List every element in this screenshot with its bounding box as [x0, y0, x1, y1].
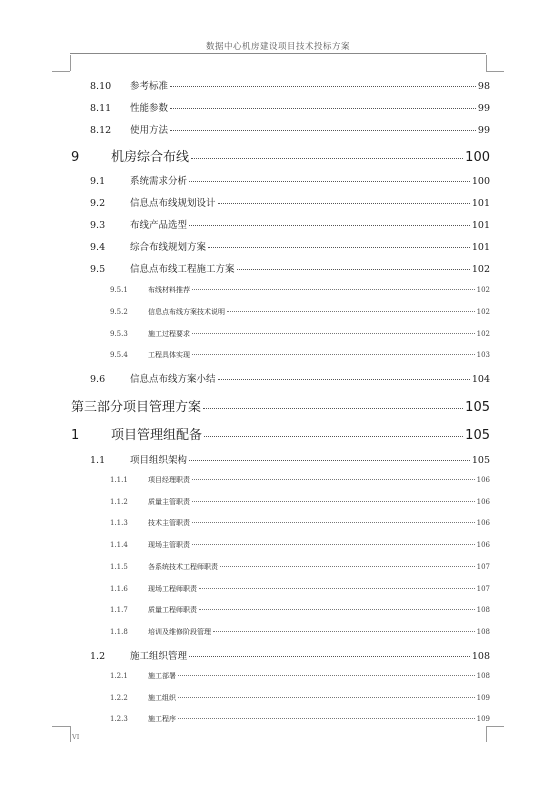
- toc-entry-9-5-2[interactable]: [110, 307, 490, 317]
- toc-entry-1-2-1[interactable]: [110, 671, 490, 681]
- toc-entry-8-10[interactable]: [90, 78, 490, 92]
- toc-entry-9-2[interactable]: [90, 195, 490, 209]
- toc-title: 施工过程要求: [148, 330, 190, 338]
- toc-title: 布线材料推荐: [148, 286, 190, 294]
- crop-mark: [52, 726, 70, 727]
- crop-mark: [70, 55, 71, 71]
- toc-page-number: 99: [477, 103, 490, 114]
- toc-page-number: 101: [471, 242, 490, 253]
- crop-mark: [486, 726, 487, 742]
- toc-entry-1-1-8[interactable]: [110, 627, 490, 637]
- dot-leader: [227, 311, 475, 312]
- dot-leader: [178, 718, 475, 719]
- toc-entry-1-1[interactable]: [90, 452, 490, 466]
- toc-number: 1.1.7: [110, 606, 128, 614]
- header-rule: [70, 53, 486, 54]
- toc-page-number: 108: [476, 628, 490, 636]
- toc-page-number: 103: [476, 351, 490, 359]
- toc-title: 施工组织管理: [130, 651, 188, 662]
- toc-entry-1-1-7[interactable]: [110, 605, 490, 615]
- toc-entry-1-1-6[interactable]: [110, 584, 490, 594]
- toc-number: 1: [71, 428, 80, 443]
- dot-leader: [170, 130, 476, 131]
- crop-mark: [70, 726, 71, 742]
- dot-leader: [218, 379, 470, 380]
- toc-entry-1-1-5[interactable]: [110, 562, 490, 572]
- dot-leader: [208, 247, 470, 248]
- toc-number: 9.5.1: [110, 286, 128, 294]
- toc-page-number: 98: [477, 81, 490, 92]
- dot-leader: [192, 479, 475, 480]
- toc-title: 信息点布线方案小结: [130, 374, 216, 385]
- dot-leader: [204, 436, 463, 437]
- page-footer-number: VI: [72, 733, 80, 741]
- toc-page-number: 104: [471, 374, 490, 385]
- toc-title: 参考标准: [130, 81, 169, 92]
- toc-page-number: 101: [471, 220, 490, 231]
- toc-title: 项目管理组配备: [111, 428, 203, 443]
- toc-page-number: 105: [465, 428, 490, 443]
- toc-entry-1-1-3[interactable]: [110, 518, 490, 528]
- toc-page-number: 100: [471, 176, 490, 187]
- toc-number: 1.2.1: [110, 672, 128, 680]
- dot-leader: [192, 522, 475, 523]
- toc-number: 9.5.2: [110, 308, 128, 316]
- toc-entry-1[interactable]: [71, 424, 490, 443]
- toc-title: 信息点布线方案技术说明: [148, 308, 225, 316]
- toc-entry-9-6[interactable]: [90, 371, 490, 385]
- toc-page-number: 108: [476, 672, 490, 680]
- toc-entry-9-4[interactable]: [90, 239, 490, 253]
- toc-entry-9[interactable]: [71, 146, 490, 165]
- toc-page-number: 106: [476, 541, 490, 549]
- toc-number: 1.2: [90, 651, 106, 662]
- toc-number: 9.6: [90, 374, 106, 385]
- toc-title: 系统需求分析: [130, 176, 188, 187]
- toc-number: 1.1.1: [110, 476, 128, 484]
- toc-page-number: 108: [476, 606, 490, 614]
- dot-leader: [213, 631, 475, 632]
- toc-number: 1.1.6: [110, 585, 128, 593]
- running-header: 数据中心机房建设项目技术投标方案: [205, 42, 350, 52]
- dot-leader: [192, 544, 475, 545]
- toc-page-number: 99: [477, 125, 490, 136]
- dot-leader: [192, 333, 475, 334]
- dot-leader: [220, 566, 475, 567]
- crop-mark: [486, 55, 487, 71]
- toc-title: 施工组织: [148, 694, 176, 702]
- toc-number: 1.1.2: [110, 498, 128, 506]
- dot-leader: [192, 501, 475, 502]
- toc-number: 9.5.4: [110, 351, 128, 359]
- toc-page-number: 106: [476, 519, 490, 527]
- toc-number: 9.5: [90, 264, 106, 275]
- toc-title: 现场主管职责: [148, 541, 190, 549]
- dot-leader: [178, 675, 475, 676]
- toc-number: 9.1: [90, 176, 106, 187]
- dot-leader: [192, 354, 475, 355]
- toc-number: 1.1.5: [110, 563, 128, 571]
- dot-leader: [199, 609, 475, 610]
- toc-number: 1.1.8: [110, 628, 128, 636]
- toc-page-number: 105: [465, 400, 490, 415]
- toc-title: 培训及维修阶段管理: [148, 628, 211, 636]
- toc-page-number: 102: [476, 330, 490, 338]
- toc-title: 工程具体实现: [148, 351, 190, 359]
- toc-title: 现场工程师职责: [148, 585, 197, 593]
- dot-leader: [189, 225, 470, 226]
- toc-page-number: 100: [465, 150, 490, 165]
- toc-number: 8.12: [90, 125, 112, 136]
- toc-title: 布线产品选型: [130, 220, 188, 231]
- toc-number: 8.11: [90, 103, 112, 114]
- toc-page-number: 102: [471, 264, 490, 275]
- toc-number: 9: [71, 150, 80, 165]
- toc-title: 质量工程师职责: [148, 606, 197, 614]
- toc-title: 第三部分项目管理方案: [71, 400, 202, 415]
- toc-entry-8-11[interactable]: [90, 100, 490, 114]
- toc-title: 施工部署: [148, 672, 176, 680]
- toc-number: 9.5.3: [110, 330, 128, 338]
- dot-leader: [189, 460, 470, 461]
- toc-entry-1-1-4[interactable]: [110, 540, 490, 550]
- toc-number: 9.2: [90, 198, 106, 209]
- toc-title: 使用方法: [130, 125, 169, 136]
- toc-title: 质量主管职责: [148, 498, 190, 506]
- toc-entry-1-2-3[interactable]: [110, 714, 490, 724]
- toc-page-number: 102: [476, 286, 490, 294]
- toc-entry-9-3[interactable]: [90, 217, 490, 231]
- dot-leader: [178, 697, 475, 698]
- toc-entry-9-5-4[interactable]: [110, 350, 490, 360]
- toc-page-number: 102: [476, 308, 490, 316]
- toc-number: 1.1.3: [110, 519, 128, 527]
- toc-title: 项目经理职责: [148, 476, 190, 484]
- toc-number: 9.3: [90, 220, 106, 231]
- toc-entry-1-2-2[interactable]: [110, 693, 490, 703]
- toc-page-number: 107: [476, 585, 490, 593]
- crop-mark: [486, 71, 504, 72]
- dot-leader: [170, 86, 476, 87]
- dot-leader: [189, 656, 470, 657]
- toc-entry-1-1-2[interactable]: [110, 497, 490, 507]
- toc-number: 1.1: [90, 455, 106, 466]
- toc-number: 1.2.3: [110, 715, 128, 723]
- toc-entry-9-1[interactable]: [90, 173, 490, 187]
- dot-leader: [170, 108, 476, 109]
- toc-entry-1-2[interactable]: [90, 648, 490, 662]
- toc-title: 信息点布线工程施工方案: [130, 264, 235, 275]
- toc-page-number: 108: [471, 651, 490, 662]
- toc-title: 信息点布线规划设计: [130, 198, 216, 209]
- dot-leader: [237, 269, 470, 270]
- toc-entry-8-12[interactable]: [90, 122, 490, 136]
- crop-mark: [52, 71, 70, 72]
- dot-leader: [218, 203, 470, 204]
- toc-title: 综合布线规划方案: [130, 242, 207, 253]
- toc-title: 性能参数: [130, 103, 169, 114]
- toc-number: 1.2.2: [110, 694, 128, 702]
- toc-number: 8.10: [90, 81, 112, 92]
- toc-number: 9.4: [90, 242, 106, 253]
- crop-mark: [486, 726, 504, 727]
- toc-title: 机房综合布线: [111, 150, 190, 165]
- toc-entry-9-5[interactable]: [90, 261, 490, 275]
- dot-leader: [203, 408, 463, 409]
- toc-page-number: 107: [476, 563, 490, 571]
- toc-page-number: 109: [476, 694, 490, 702]
- toc-title: 各系统技术工程师职责: [148, 563, 218, 571]
- toc-entry-1-1-1[interactable]: [110, 475, 490, 485]
- toc-entry-9-5-1[interactable]: [110, 285, 490, 295]
- toc-page-number: 106: [476, 476, 490, 484]
- toc-title: 技术主管职责: [148, 519, 190, 527]
- toc-page-number: 106: [476, 498, 490, 506]
- toc-entry-part-3[interactable]: [71, 396, 490, 415]
- dot-leader: [192, 289, 475, 290]
- toc-page-number: 109: [476, 715, 490, 723]
- dot-leader: [199, 588, 475, 589]
- toc-entry-9-5-3[interactable]: [110, 329, 490, 339]
- toc-page-number: 105: [471, 455, 490, 466]
- toc-title: 施工程序: [148, 715, 176, 723]
- toc-number: 1.1.4: [110, 541, 128, 549]
- toc-page-number: 101: [471, 198, 490, 209]
- toc-title: 项目组织架构: [130, 455, 188, 466]
- dot-leader: [191, 158, 463, 159]
- dot-leader: [189, 181, 470, 182]
